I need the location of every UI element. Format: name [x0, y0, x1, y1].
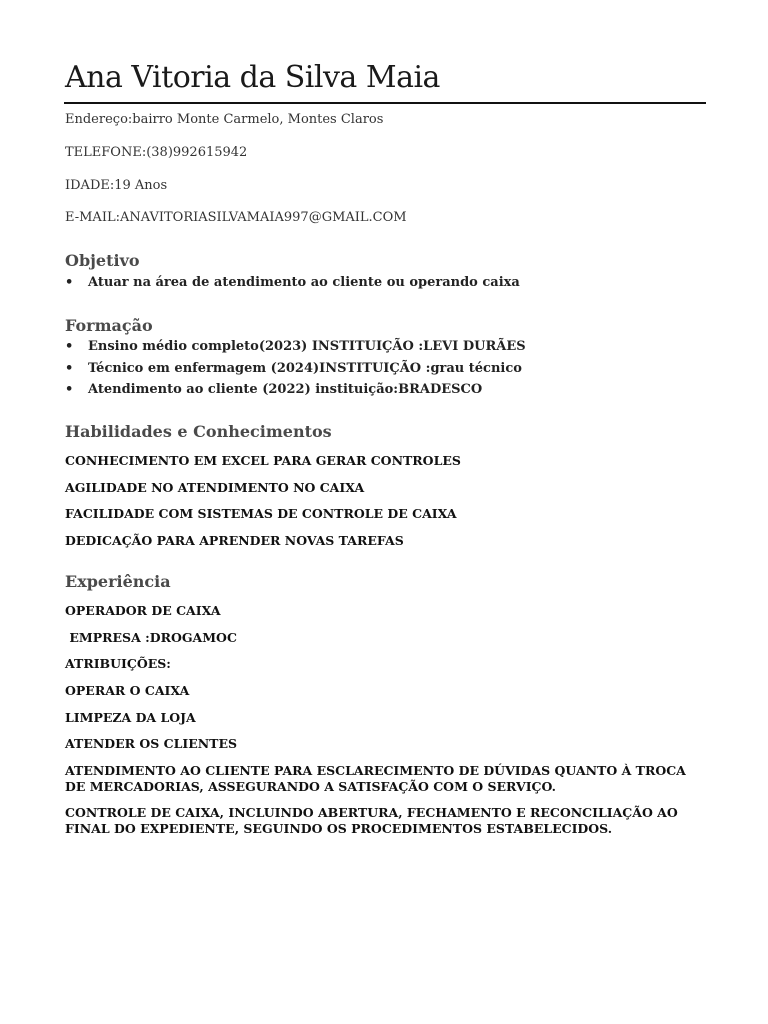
contact-email: E-MAIL:ANAVITORIASILVAMAIA997@GMAIL.COM: [65, 210, 407, 225]
objective-list: [65, 275, 705, 297]
resume-name: Ana Vitoria da Silva Maia: [65, 60, 440, 95]
section-title-experience: Experiência: [65, 572, 171, 591]
skill-item: AGILIDADE NO ATENDIMENTO NO CAIXA: [65, 480, 365, 495]
education-list: [65, 339, 705, 404]
section-title-objective: Objetivo: [65, 251, 140, 270]
contact-age: IDADE:19 Anos: [65, 178, 168, 193]
skill-item: FACILIDADE COM SISTEMAS DE CONTROLE DE CAIXA: [65, 506, 457, 521]
objective-item: • Atuar na área de atendimento ao cliente ou operando caixa: [65, 275, 705, 297]
experience-item: ATENDER OS CLIENTES: [65, 736, 238, 751]
experience-item: LIMPEZA DA LOJA: [65, 710, 196, 725]
education-item: • Ensino médio completo(2023) INSTITUIÇÃO :LEVI DURÃES: [65, 339, 705, 361]
education-item: • Atendimento ao cliente (2022) instituição:BRADESCO: [65, 382, 705, 404]
section-title-skills: Habilidades e Conhecimentos: [65, 422, 332, 441]
skill-item: CONHECIMENTO EM EXCEL PARA GERAR CONTROLES: [65, 453, 461, 468]
experience-item: EMPRESA :DROGAMOC: [65, 630, 237, 645]
experience-item: CONTROLE DE CAIXA, INCLUINDO ABERTURA, FECHAMENTO E RECONCILIAÇÃO AO FINAL DO EXPEDIENTE, SEGUINDO OS PROCEDIMENTOS ESTABELECIDOS.: [65, 805, 683, 836]
experience-item: OPERAR O CAIXA: [65, 683, 190, 698]
contact-address: Endereço:bairro Monte Carmelo, Montes Claros: [65, 112, 384, 127]
section-title-education: Formação: [65, 316, 153, 335]
experience-item: OPERADOR DE CAIXA: [65, 603, 221, 618]
contact-phone: TELEFONE:(38)992615942: [65, 145, 248, 160]
experience-item: ATRIBUIÇÕES:: [65, 656, 171, 671]
experience-item: ATENDIMENTO AO CLIENTE PARA ESCLARECIMENTO DE DÚVIDAS QUANTO À TROCA DE MERCADORIAS, ASSEGURANDO A SATISFAÇÃO COM O SERVIÇO.: [65, 763, 691, 794]
skill-item: DEDICAÇÃO PARA APRENDER NOVAS TAREFAS: [65, 533, 404, 548]
education-item: • Técnico em enfermagem (2024)INSTITUIÇÃO :grau técnico: [65, 361, 705, 383]
title-divider: [64, 102, 706, 104]
